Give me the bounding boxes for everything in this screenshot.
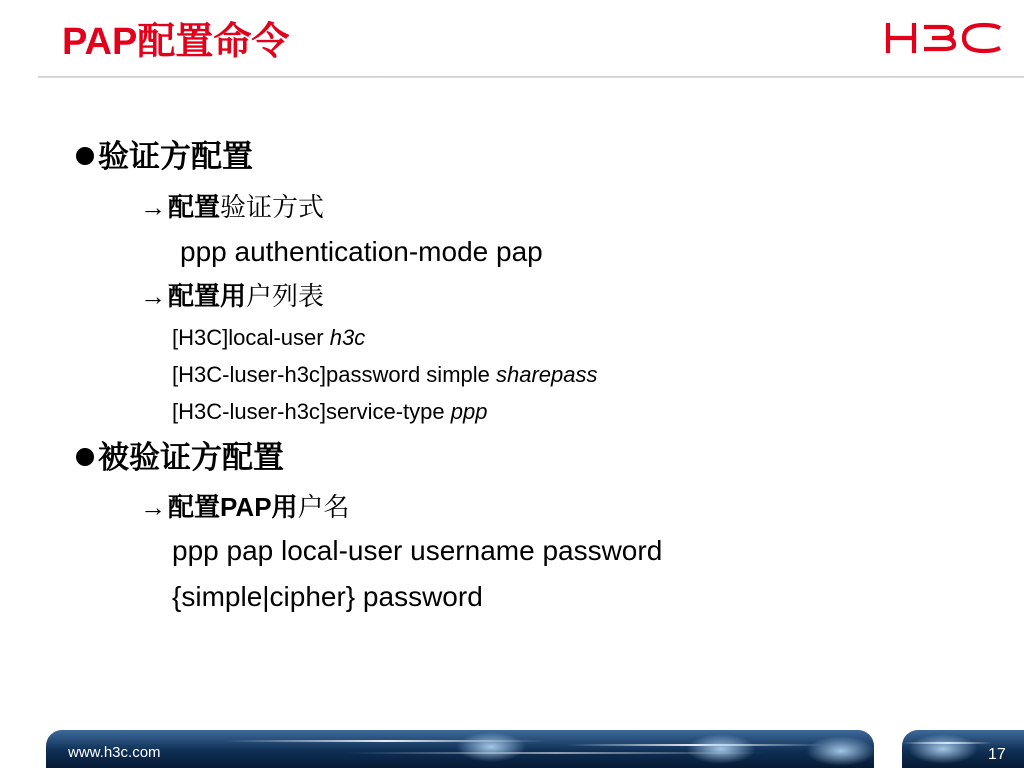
command-text: [H3C-luser-h3c]password simple: [172, 362, 496, 387]
bullet-authenticator-config: [76, 137, 253, 177]
bullet-dot-icon: [76, 147, 94, 165]
bullet-supplicant-config: [76, 438, 284, 478]
subitem-label-bold: 配置用: [168, 281, 247, 311]
subitem-label-rest: 验证方式: [220, 192, 325, 222]
command-pap-local-user-line1: ppp pap local-user username password: [172, 535, 663, 566]
command-param: sharepass: [496, 362, 598, 387]
command-local-user: [172, 323, 365, 353]
command-password: [172, 360, 598, 390]
subitem-user-list: [140, 279, 324, 313]
h3c-logo: [884, 20, 1004, 56]
subitem-label-bold: 配置: [168, 192, 221, 222]
command-text: [H3C-luser-h3c]service-type: [172, 399, 451, 424]
command-auth-mode: ppp authentication-mode pap: [180, 236, 543, 267]
command-param: h3c: [329, 325, 366, 350]
slide-title: PAP配置命令: [62, 21, 290, 63]
right-arrow-icon: →: [140, 492, 166, 522]
command-text: [H3C]local-user: [172, 325, 330, 350]
command-param: ppp: [450, 399, 488, 424]
bullet-text: 验证方配置: [98, 139, 253, 174]
right-arrow-icon: →: [140, 281, 166, 311]
bullet-text: 被验证方配置: [98, 440, 284, 475]
right-arrow-icon: →: [140, 192, 166, 222]
footer-url[interactable]: www.h3c.com: [68, 744, 161, 761]
command-service-type: [172, 397, 487, 427]
subitem-auth-mode: [140, 190, 324, 224]
bullet-dot-icon: [76, 448, 94, 466]
subitem-label-rest: 户列表: [246, 281, 325, 311]
command-pap-local-user-line2: {simple|cipher} password: [172, 581, 483, 612]
subitem-pap-username: [140, 490, 350, 524]
footer-bar: [46, 730, 874, 768]
page-number: 17: [988, 746, 1006, 763]
subitem-label-bold: 配置PAP用: [168, 492, 298, 522]
subitem-label-rest: 户名: [297, 492, 350, 522]
title-divider: [38, 76, 1024, 78]
